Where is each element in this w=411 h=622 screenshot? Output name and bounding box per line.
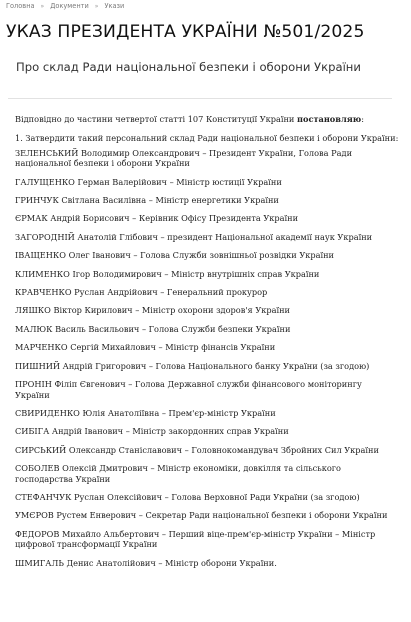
breadcrumb bbox=[6, 1, 124, 11]
member-item: ЗЕЛЕНСЬКИЙ Володимир Олександрович – Президент України, Голова Ради національної безпеки і оборони України bbox=[15, 147, 353, 169]
member-item: ЄРМАК Андрій Борисович – Керівник Офісу Президента України bbox=[15, 213, 299, 224]
member-item: МАЛЮК Василь Васильович – Голова Служби безпеки України bbox=[15, 323, 291, 334]
decree-point-1: 1. Затвердити такий персональний склад Ради національної безпеки і оборони України: bbox=[15, 133, 399, 144]
member-item: СИРСЬКИЙ Олександр Станіславович – Головнокомандувач Збройних Сил України bbox=[15, 444, 379, 455]
member-item: СТЕФАНЧУК Руслан Олексійович – Голова Верховної Ради України (за згодою) bbox=[15, 491, 360, 502]
breadcrumb-separator: » bbox=[94, 2, 99, 10]
member-item: СВИРИДЕНКО Юлія Анатоліївна – Прем'єр-міністр України bbox=[15, 407, 276, 418]
member-item: КЛИМЕНКО Ігор Володимирович – Міністр внутрішніх справ України bbox=[15, 268, 320, 279]
member-item: КРАВЧЕНКО Руслан Андрійович – Генеральний прокурор bbox=[15, 287, 268, 298]
member-item: ШМИГАЛЬ Денис Анатолійович – Міністр оборони України. bbox=[15, 557, 277, 568]
divider bbox=[8, 98, 392, 99]
decree-intro-end: : bbox=[361, 114, 364, 124]
member-item: МАРЧЕНКО Сергій Михайлович – Міністр фінансів України bbox=[15, 342, 276, 353]
member-item: ІВАЩЕНКО Олег Іванович – Голова Служби зовнішньої розвідки України bbox=[15, 250, 335, 261]
member-item: СИБІГА Андрій Іванович – Міністр закордонних справ України bbox=[15, 426, 289, 437]
member-item: ПИШНИЙ Андрій Григорович – Голова Національного банку України (за згодою) bbox=[15, 360, 370, 371]
member-item: ГРИНЧУК Світлана Василівна – Міністр енергетики України bbox=[15, 195, 279, 206]
breadcrumb-current-page: Укази bbox=[104, 2, 125, 10]
member-item: УМЄРОВ Рустем Енверович – Секретар Ради національної безпеки і оборони України bbox=[15, 510, 388, 521]
member-item: ГАЛУЩЕНКО Герман Валерійович – Міністр юстиції України bbox=[15, 176, 282, 187]
decree-body bbox=[15, 114, 399, 576]
decree-intro-text: Відповідно до частини четвертої статті 107 Конституції України bbox=[15, 114, 297, 124]
breadcrumb-home-link[interactable]: Головна bbox=[6, 2, 35, 10]
page-subtitle: Про склад Ради національної безпеки і оборони України bbox=[16, 60, 361, 74]
member-item: ФЕДОРОВ Михайло Альбертович – Перший віце-прем'єр-міністр України – Міністр цифрової трансформації України bbox=[15, 528, 376, 550]
breadcrumb-separator: » bbox=[40, 2, 45, 10]
member-item: ЗАГОРОДНІЙ Анатолій Глібович – президент Національної академії наук України bbox=[15, 231, 373, 242]
page-title: УКАЗ ПРЕЗИДЕНТА УКРАЇНИ №501/2025 bbox=[6, 22, 365, 42]
member-item: ЛЯШКО Віктор Кирилович – Міністр охорони здоров'я України bbox=[15, 305, 291, 316]
breadcrumb-documents-link[interactable]: Документи bbox=[50, 2, 89, 10]
member-item: СОБОЛЕВ Олексій Дмитрович – Міністр економіки, довкілля та сільського господарства України bbox=[15, 463, 341, 484]
decree-intro bbox=[15, 114, 395, 124]
decree-intro-emphasis: постановляю bbox=[297, 114, 362, 124]
member-item: ПРОНІН Філіп Євгенович – Голова Державної служби фінансового моніторингу України bbox=[15, 379, 362, 400]
